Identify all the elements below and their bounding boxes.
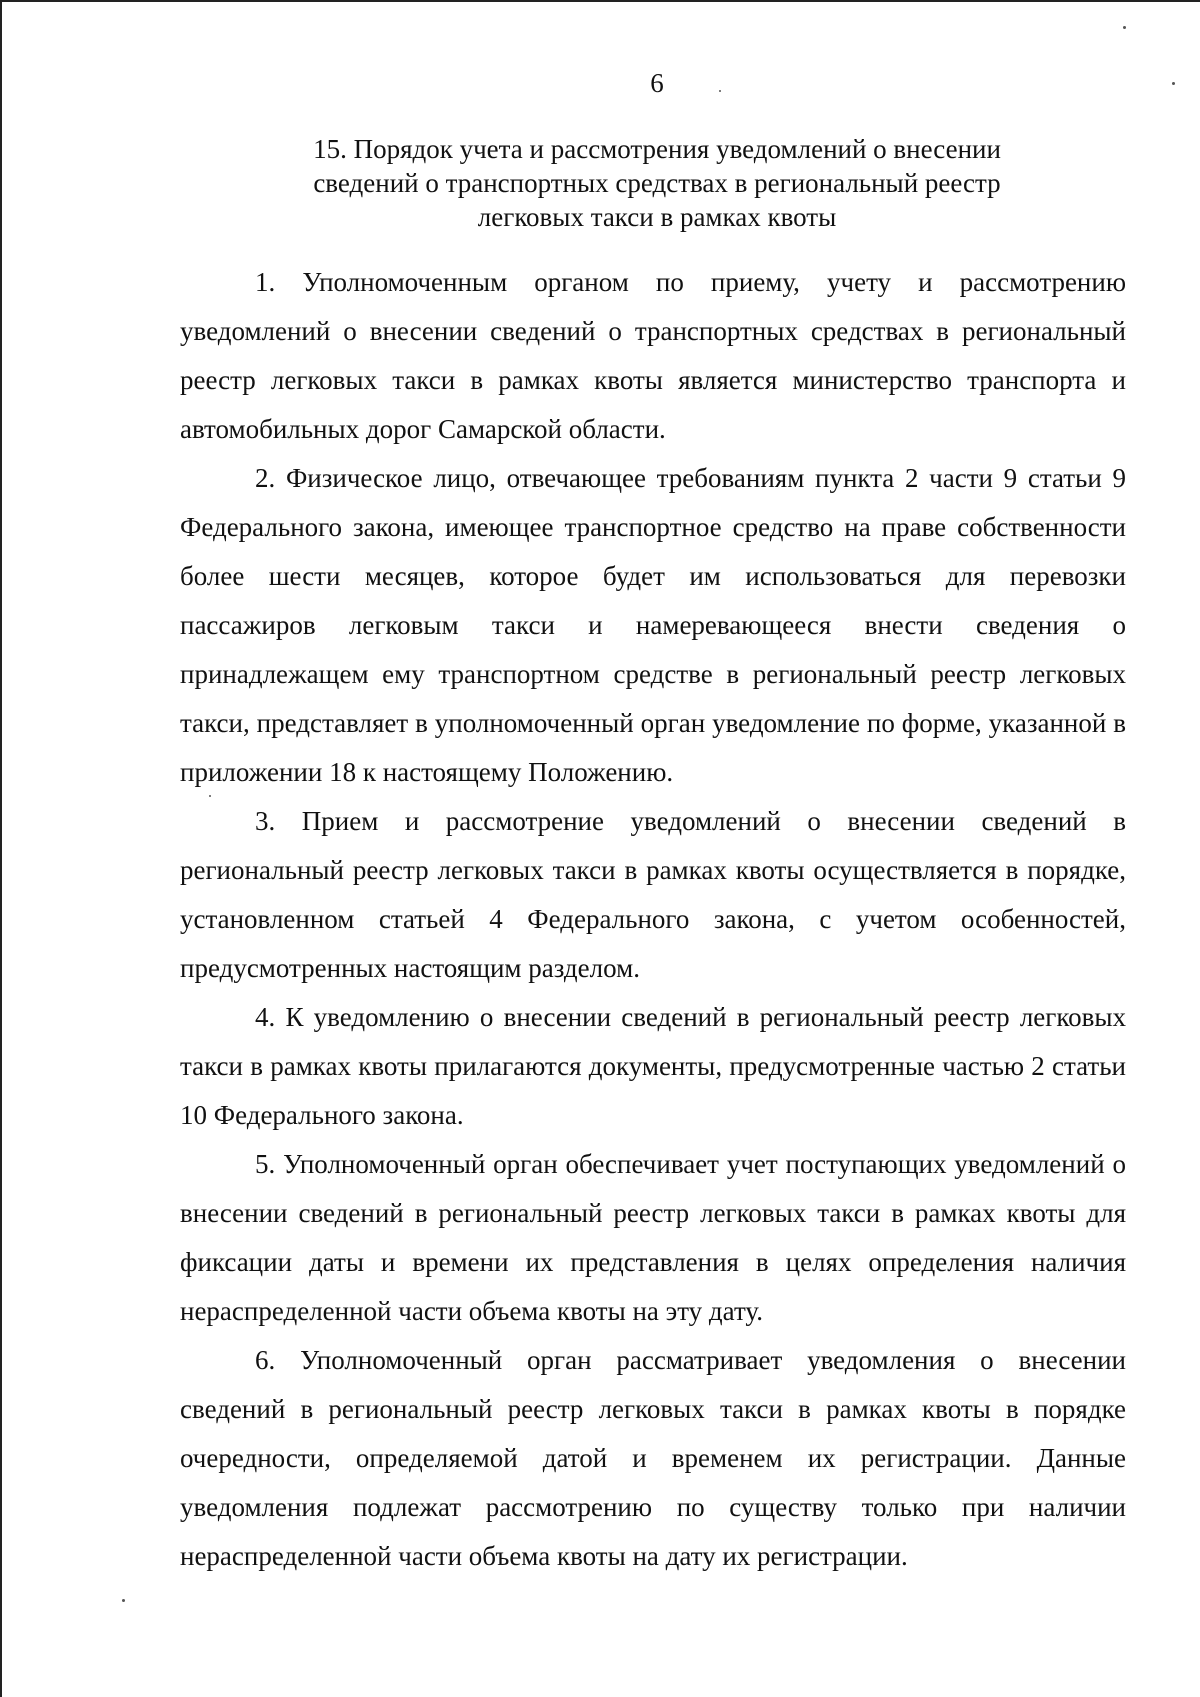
section-title-line-1: 15. Порядок учета и рассмотрения уведомлений о внесении [313, 134, 1001, 164]
paragraph-4: 4. К уведомлению о внесении сведений в региональный реестр легковых такси в рамках квоты прилагаются документы, предусмотренные частью 2 статьи 10 Федерального закона. [180, 1002, 1126, 1130]
section-title-line-3: легковых такси в рамках квоты [477, 202, 837, 232]
paragraph-1: 1. Уполномоченным органом по приему, учету и рассмотрению уведомлений о внесении сведений о транспортных средствах в региональный реестр легковых такси в рамках квоты является министерство транспорта и автомобильных дорог Самарской области. [180, 267, 1126, 444]
scan-speck [1172, 82, 1175, 85]
scan-speck [719, 90, 721, 92]
scan-speck [209, 795, 211, 797]
section-title-line-2: сведений о транспортных средствах в региональный реестр [313, 168, 1001, 198]
paragraph-3: 3. Прием и рассмотрение уведомлений о внесении сведений в региональный реестр легковых такси в рамках квоты осуществляется в порядке, установленном статьей 4 Федерального закона, с учетом особенностей, предусмотренных настоящим разделом. [180, 806, 1126, 983]
paragraph-2: 2. Физическое лицо, отвечающее требованиям пункта 2 части 9 статьи 9 Федерального закона, имеющее транспортное средство на праве собственности более шести месяцев, которое будет им использоваться для перевозки пассажиров легковым такси и намеревающееся внести сведения о принадлежащем ему транспортном средстве в региональный реестр легковых такси, представляет в уполномоченный орган уведомление по форме, указанной в приложении 18 к настоящему Положению. [180, 463, 1126, 787]
page-number: 6 [650, 68, 664, 98]
paragraph-5: 5. Уполномоченный орган обеспечивает учет поступающих уведомлений о внесении сведений в региональный реестр легковых такси в рамках квоты для фиксации даты и времени их представления в целях определения наличия нераспределенной части объема квоты на эту дату. [180, 1149, 1126, 1326]
scan-speck [1123, 26, 1126, 29]
paragraph-6: 6. Уполномоченный орган рассматривает уведомления о внесении сведений в региональный реестр легковых такси в рамках квоты в порядке очередности, определяемой датой и временем их регистрации. Данные уведомления подлежат рассмотрению по существу только при наличии нераспределенной части объема квоты на дату их регистрации. [180, 1345, 1126, 1571]
section-title [202, 132, 1112, 234]
document-body [180, 258, 1126, 1581]
scan-speck [122, 1599, 125, 1602]
